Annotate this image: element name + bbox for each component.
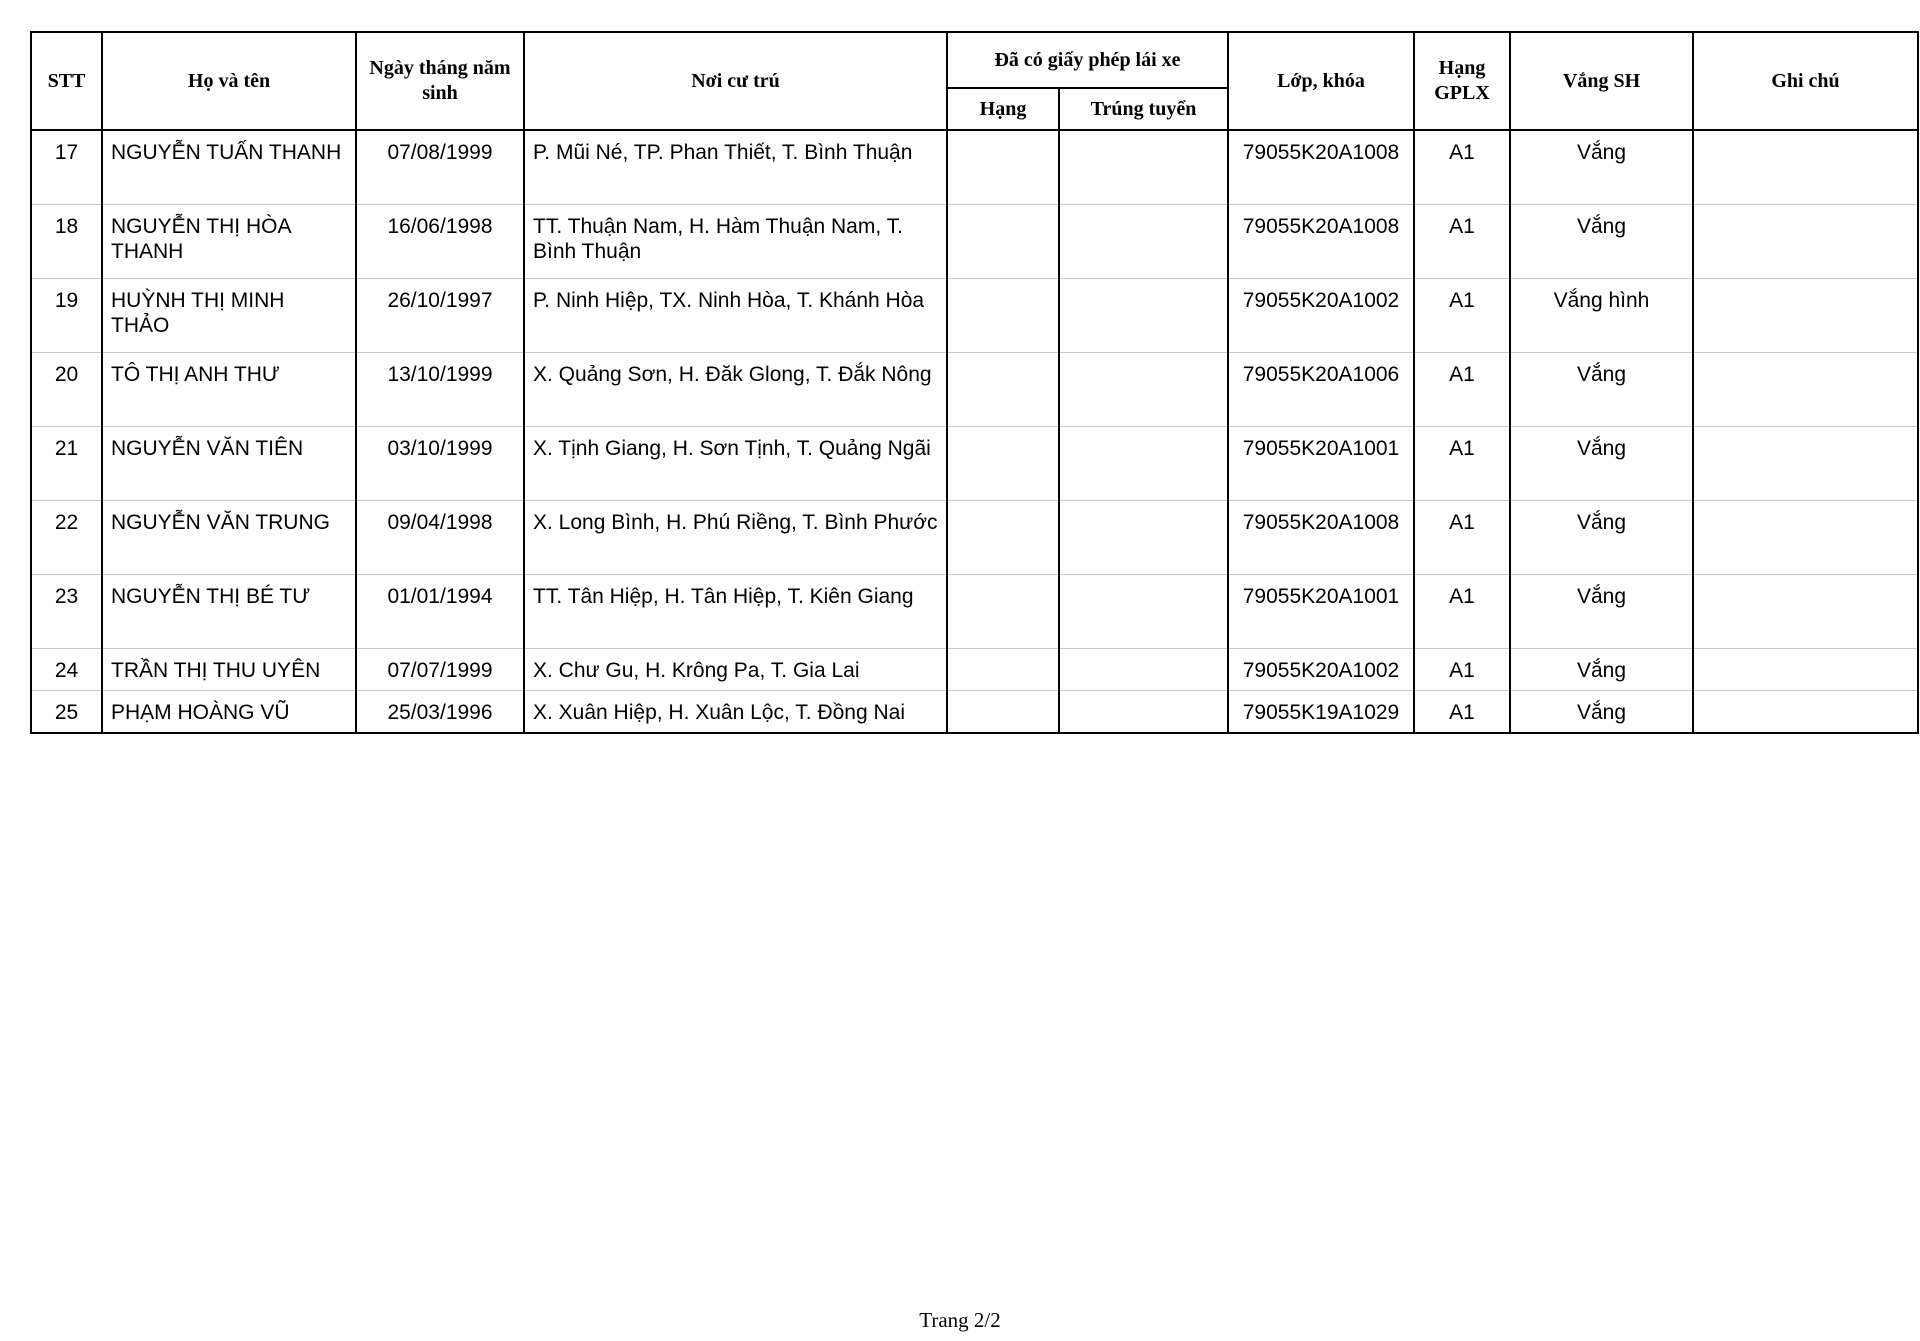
cell-dob: 13/10/1999	[356, 353, 524, 427]
cell-gplx-class: A1	[1414, 205, 1510, 279]
cell-license-pass	[1059, 691, 1228, 734]
cell-class-course: 79055K20A1006	[1228, 353, 1414, 427]
table-body	[31, 130, 1918, 733]
table-row	[31, 691, 1918, 734]
cell-gplx-class: A1	[1414, 575, 1510, 649]
header-name: Họ và tên	[102, 32, 356, 130]
cell-license-pass	[1059, 279, 1228, 353]
cell-stt: 17	[31, 130, 102, 205]
cell-name: PHẠM HOÀNG VŨ	[102, 691, 356, 734]
cell-stt: 24	[31, 649, 102, 691]
cell-address: X. Xuân Hiệp, H. Xuân Lộc, T. Đồng Nai	[524, 691, 947, 734]
cell-stt: 20	[31, 353, 102, 427]
header-absent: Vắng SH	[1510, 32, 1693, 130]
cell-name: TRẦN THỊ THU UYÊN	[102, 649, 356, 691]
table-row	[31, 649, 1918, 691]
cell-name: NGUYỄN THỊ BÉ TƯ	[102, 575, 356, 649]
cell-dob: 07/08/1999	[356, 130, 524, 205]
cell-license-pass	[1059, 205, 1228, 279]
cell-dob: 16/06/1998	[356, 205, 524, 279]
header-note: Ghi chú	[1693, 32, 1918, 130]
cell-name: TÔ THỊ ANH THƯ	[102, 353, 356, 427]
student-absence-table	[30, 31, 1919, 734]
cell-address: TT. Thuận Nam, H. Hàm Thuận Nam, T. Bình Thuận	[524, 205, 947, 279]
cell-name: HUỲNH THỊ MINH THẢO	[102, 279, 356, 353]
cell-license-pass	[1059, 649, 1228, 691]
cell-note	[1693, 501, 1918, 575]
cell-dob: 25/03/1996	[356, 691, 524, 734]
cell-license-class	[947, 279, 1059, 353]
header-license-class: Hạng	[947, 88, 1059, 130]
cell-license-class	[947, 130, 1059, 205]
cell-address: X. Quảng Sơn, H. Đăk Glong, T. Đắk Nông	[524, 353, 947, 427]
cell-license-pass	[1059, 130, 1228, 205]
cell-address: TT. Tân Hiệp, H. Tân Hiệp, T. Kiên Giang	[524, 575, 947, 649]
table-row	[31, 501, 1918, 575]
cell-gplx-class: A1	[1414, 649, 1510, 691]
cell-gplx-class: A1	[1414, 691, 1510, 734]
cell-gplx-class: A1	[1414, 130, 1510, 205]
cell-address: X. Long Bình, H. Phú Riềng, T. Bình Phước	[524, 501, 947, 575]
header-stt: STT	[31, 32, 102, 130]
cell-license-pass	[1059, 353, 1228, 427]
cell-stt: 21	[31, 427, 102, 501]
cell-class-course: 79055K20A1008	[1228, 130, 1414, 205]
cell-dob: 09/04/1998	[356, 501, 524, 575]
header-address: Nơi cư trú	[524, 32, 947, 130]
cell-license-pass	[1059, 427, 1228, 501]
cell-note	[1693, 353, 1918, 427]
cell-name: NGUYỄN TUẤN THANH	[102, 130, 356, 205]
cell-dob: 26/10/1997	[356, 279, 524, 353]
table-row	[31, 279, 1918, 353]
cell-gplx-class: A1	[1414, 427, 1510, 501]
cell-gplx-class: A1	[1414, 353, 1510, 427]
header-license-group: Đã có giấy phép lái xe	[947, 32, 1228, 88]
cell-class-course: 79055K20A1001	[1228, 427, 1414, 501]
cell-absent: Vắng hình	[1510, 279, 1693, 353]
cell-absent: Vắng	[1510, 427, 1693, 501]
cell-absent: Vắng	[1510, 649, 1693, 691]
cell-absent: Vắng	[1510, 575, 1693, 649]
table-row	[31, 353, 1918, 427]
cell-note	[1693, 649, 1918, 691]
cell-class-course: 79055K19A1029	[1228, 691, 1414, 734]
cell-stt: 18	[31, 205, 102, 279]
cell-license-class	[947, 353, 1059, 427]
cell-stt: 23	[31, 575, 102, 649]
page-number: Trang 2/2	[919, 1308, 1001, 1332]
cell-absent: Vắng	[1510, 205, 1693, 279]
cell-dob: 03/10/1999	[356, 427, 524, 501]
cell-absent: Vắng	[1510, 130, 1693, 205]
cell-gplx-class: A1	[1414, 501, 1510, 575]
header-license-pass: Trúng tuyển	[1059, 88, 1228, 130]
cell-absent: Vắng	[1510, 353, 1693, 427]
cell-license-class	[947, 205, 1059, 279]
cell-name: NGUYỄN THỊ HÒA THANH	[102, 205, 356, 279]
cell-absent: Vắng	[1510, 501, 1693, 575]
cell-stt: 25	[31, 691, 102, 734]
header-dob: Ngày tháng năm sinh	[356, 32, 524, 130]
cell-note	[1693, 205, 1918, 279]
cell-name: NGUYỄN VĂN TRUNG	[102, 501, 356, 575]
cell-note	[1693, 427, 1918, 501]
cell-address: P. Mũi Né, TP. Phan Thiết, T. Bình Thuận	[524, 130, 947, 205]
cell-license-class	[947, 427, 1059, 501]
cell-gplx-class: A1	[1414, 279, 1510, 353]
cell-class-course: 79055K20A1008	[1228, 501, 1414, 575]
cell-license-class	[947, 575, 1059, 649]
cell-note	[1693, 575, 1918, 649]
cell-class-course: 79055K20A1001	[1228, 575, 1414, 649]
cell-absent: Vắng	[1510, 691, 1693, 734]
header-gplx-class: Hạng GPLX	[1414, 32, 1510, 130]
cell-license-class	[947, 649, 1059, 691]
table-row	[31, 427, 1918, 501]
table-row	[31, 130, 1918, 205]
cell-address: P. Ninh Hiệp, TX. Ninh Hòa, T. Khánh Hòa	[524, 279, 947, 353]
cell-note	[1693, 130, 1918, 205]
cell-class-course: 79055K20A1002	[1228, 279, 1414, 353]
cell-license-class	[947, 691, 1059, 734]
cell-license-pass	[1059, 575, 1228, 649]
cell-address: X. Tịnh Giang, H. Sơn Tịnh, T. Quảng Ngãi	[524, 427, 947, 501]
cell-license-pass	[1059, 501, 1228, 575]
cell-name: NGUYỄN VĂN TIÊN	[102, 427, 356, 501]
cell-dob: 01/01/1994	[356, 575, 524, 649]
table-header	[31, 32, 1918, 130]
table-row	[31, 205, 1918, 279]
cell-stt: 22	[31, 501, 102, 575]
cell-note	[1693, 691, 1918, 734]
header-class-course: Lớp, khóa	[1228, 32, 1414, 130]
cell-dob: 07/07/1999	[356, 649, 524, 691]
cell-class-course: 79055K20A1002	[1228, 649, 1414, 691]
cell-stt: 19	[31, 279, 102, 353]
cell-class-course: 79055K20A1008	[1228, 205, 1414, 279]
cell-license-class	[947, 501, 1059, 575]
table-row	[31, 575, 1918, 649]
cell-address: X. Chư Gu, H. Krông Pa, T. Gia Lai	[524, 649, 947, 691]
cell-note	[1693, 279, 1918, 353]
